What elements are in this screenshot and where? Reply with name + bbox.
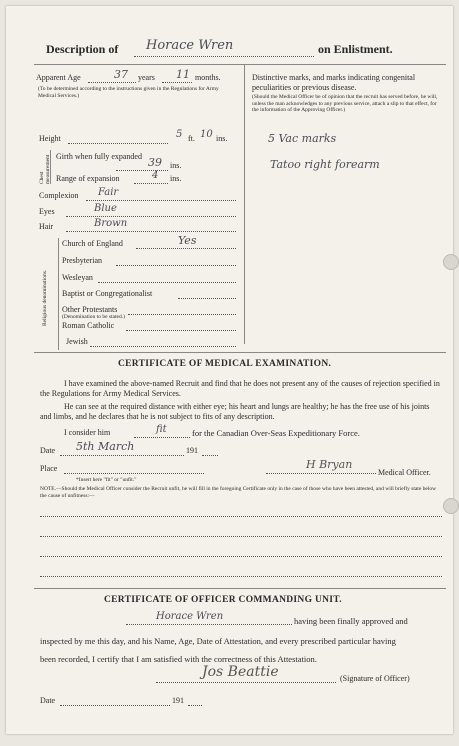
commanding-heading: CERTIFICATE OF OFFICER COMMANDING UNIT. [104, 595, 342, 605]
height-label: Height [39, 134, 61, 143]
distinctive-marks-heading: Distinctive marks, and marks indicating congenital peculiarities or previous disease. [252, 73, 416, 92]
hair-label: Hair [39, 222, 54, 231]
medical-para-2: He can see at the required distance with either eye; his heart and lungs are healthy; he has the free use of his joints and limbs, and he declares that he is not subject to fits of any description. [40, 402, 430, 421]
commanding-signature: Jos Beattie [202, 664, 279, 680]
insert-note: *Insert here "fit" or "unfit." [76, 477, 137, 483]
religion-denomination-note: (Denomination to be stated.) [62, 314, 125, 320]
consider-value: fit [156, 424, 167, 435]
commanding-line-3: been recorded, I certify that I am satisfied with the correctness of this Attestation. [40, 654, 317, 664]
ins-label: ins. [216, 134, 228, 143]
religion-presbyterian: Presbyterian [62, 256, 102, 265]
commanding-date-label: Date [40, 696, 56, 705]
complexion-label: Complexion [39, 191, 79, 200]
religion-roman-catholic: Roman Catholic [62, 321, 115, 330]
commanding-year-label: 191 [172, 696, 184, 705]
range-value: 4 [152, 170, 159, 181]
medical-para-1: I have examined the above-named Recruit and find that he does not present any of the causes of rejection specified in the Regulations for Army Medical Services. [40, 379, 440, 398]
age-years: 37 [114, 68, 128, 81]
distinctive-mark-2: Tatoo right forearm [270, 158, 380, 171]
commanding-recruit-name: Horace Wren [156, 611, 224, 622]
girth-label: Girth when fully expanded [56, 152, 142, 161]
medical-heading: CERTIFICATE OF MEDICAL EXAMINATION. [118, 359, 332, 369]
years-label: years [138, 73, 155, 82]
height-ft: 5 [176, 129, 183, 140]
distinctive-marks-note: (Should the Medical Officer be of opinion that the recruit has served before, he will, unless the man acknowledges to any previous service, attach a slip to that effect, for the information of the Approving Officer.) [252, 94, 438, 113]
commanding-line-1: having been finally approved and [294, 616, 408, 626]
consider-suffix: for the Canadian Over-Seas Expeditionary Force. [192, 428, 360, 438]
religion-jewish: Jewish [66, 337, 88, 346]
commanding-line-2: inspected by me this day, and his Name, Age, Date of Attestation, and every prescribed particular having [40, 636, 396, 646]
title-prefix: Description of [46, 42, 119, 56]
months-label: months. [195, 73, 221, 82]
medical-place-label: Place [40, 464, 58, 473]
religion-wesleyan: Wesleyan [62, 273, 93, 282]
ft-label: ft. [188, 134, 195, 143]
girth-ins-label: ins. [170, 161, 182, 170]
medical-officer-signature: H Bryan [306, 458, 353, 471]
recruit-name: Horace Wren [146, 38, 234, 53]
height-in: 10 [200, 129, 213, 140]
religion-side-label: Religious denominations. [42, 269, 48, 326]
girth-value: 39 [148, 156, 162, 169]
signature-of-officer-label: (Signature of Officer) [340, 674, 410, 683]
medical-date-label: Date [40, 446, 56, 455]
apparent-age-label: Apparent Age [36, 73, 81, 82]
range-ins-label: ins. [170, 174, 182, 183]
hair-value: Brown [94, 218, 128, 229]
religion-church-of-england: Church of England [62, 239, 123, 248]
age-note: (To be determined according to the instructions given in the Regulations for Army Medical Services.) [38, 86, 219, 99]
chest-label: Chest measurement [39, 154, 51, 184]
medical-officer-label: Medical Officer. [378, 468, 431, 477]
eyes-label: Eyes [39, 207, 55, 216]
punch-hole [443, 254, 459, 270]
age-months: 11 [176, 68, 190, 81]
eyes-value: Blue [94, 203, 117, 214]
religion-other-protestants: Other Protestants [62, 305, 118, 314]
complexion-value: Fair [98, 187, 119, 198]
title-suffix: on Enlistment. [318, 42, 393, 56]
punch-hole [443, 498, 459, 514]
medical-date-value: 5th March [76, 440, 135, 453]
religion-mark: Yes [178, 234, 197, 247]
medical-note: NOTE.—Should the Medical Officer consider the Recruit unfit, he will fill in the foregoing Certificate only in the case of those who have been attested, and will briefly state below the cause of unfitness:— [40, 486, 437, 499]
consider-label: I consider him [64, 428, 111, 437]
medical-year-label: 191 [186, 446, 198, 455]
attestation-page [6, 6, 453, 734]
distinctive-mark-1: 5 Vac marks [268, 132, 337, 145]
range-label: Range of expansion [56, 174, 120, 183]
religion-baptist: Baptist or Congregationalist [62, 289, 153, 298]
